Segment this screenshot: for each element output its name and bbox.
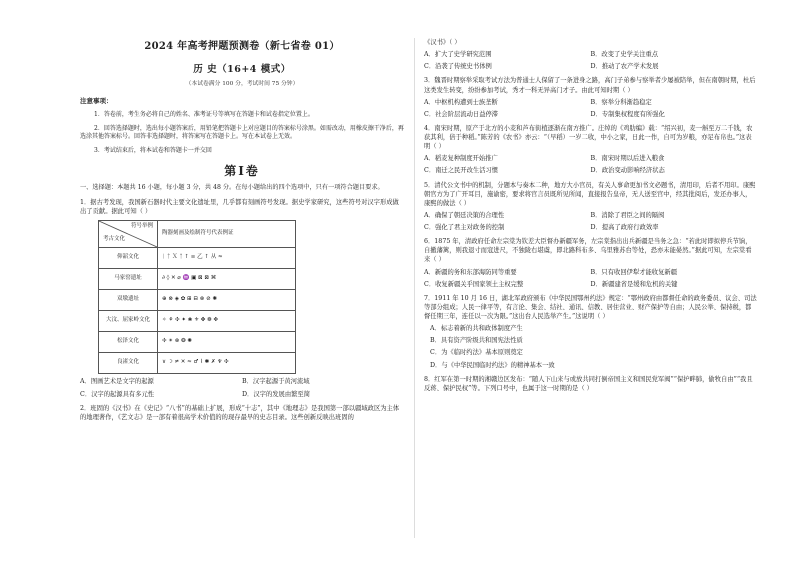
option-c: C．收复新疆关乎国家领土主权完整 xyxy=(424,280,524,288)
question-stem: 4．南宋时期，原产于北方的小麦和芦布街植逐渐在南方推广。庄绰的《鸡肋编》载：“绍兴初，麦一斛至万二千钱，农获其利，倍于种稻。”陈芳的《农书》亦云：“（早稻）一岁二收，中小之家，日此一作，自可为岁粮，亦足布帛也。”这表明（ ） xyxy=(424,124,753,151)
options-row xyxy=(424,211,757,220)
question-stem: 1．据古考发现，我国新石器时代主要文化遗址里，几乎都有刻画符号发现。据史学家研究，这些符号对汉字形成做出了贡献。据此可知（ ） xyxy=(80,199,399,216)
notice-item: 1．答卷前，考生务必将自己的姓名、准考证号等填写在答题卡和试卷指定位置上。 xyxy=(94,111,314,119)
question-7 xyxy=(424,294,757,370)
table-corner-cell xyxy=(99,221,158,248)
option-c: C．南迁之民开改生活习惯 xyxy=(424,167,499,175)
options-row xyxy=(424,50,757,59)
option-a: A．确保了朝廷决策的合理性 xyxy=(424,211,505,219)
option-a: A．稻麦复种制度开始推广 xyxy=(424,155,498,163)
table-row xyxy=(99,353,296,374)
glyph-cell: ✢ ✴ ⊛ ❂ ✺ xyxy=(158,332,296,353)
left-column xyxy=(80,38,404,422)
question-1 xyxy=(80,198,404,399)
culture-name: 松泽文化 xyxy=(99,332,158,353)
question-2-continued xyxy=(424,38,757,71)
culture-name: 马家窑遗址 xyxy=(99,269,158,290)
question-3 xyxy=(424,76,757,119)
option-d: D．汉字的发展由繁至简 xyxy=(242,390,311,398)
table-row xyxy=(99,248,296,269)
option-b: B．改变了史学关注重点 xyxy=(590,51,659,59)
column-divider xyxy=(414,38,415,538)
option-d: D．专制集权程度有所强化 xyxy=(590,110,665,118)
header-symbols: 符号举例 xyxy=(130,223,153,230)
exam-title: 2024 年高考押题预测卷（新七省卷 01） xyxy=(144,41,340,52)
culture-name: 大汶、屈家岭文化 xyxy=(99,311,158,332)
question-6 xyxy=(424,237,757,289)
question-8 xyxy=(424,375,757,393)
culture-name: 仰韶文化 xyxy=(99,248,158,269)
option-c: C．社会阶层流动日益停滞 xyxy=(424,110,499,118)
options-row xyxy=(424,110,757,119)
option-d: D．提高了政府行政效率 xyxy=(590,224,659,231)
section-instructions: 一、选择题：本题共 16 小题，每小题 3 分，共 48 分。在每小题给出的四个选项中，只有一项符合题目要求。 xyxy=(80,184,384,192)
question-stem: 8．红军在第一时期的湘赣边区发布：“随人下山来与或放共同打倒帝国主义和国民党军阀”“保护畔肺，偷牧自由”“我且反蒋、保护民权”等。下列口号中，也属于这一时期的是（ ） xyxy=(424,375,753,392)
symbol-table xyxy=(98,220,296,374)
glyph-cell: ∨ ☽ ≠ ✕ ≈ ♂ ⌇ ✱ ✗ ♆ ✣ xyxy=(158,353,296,374)
table-row xyxy=(99,269,296,290)
question-stem: 2．班固的《汉书》在《史记》“八书”的基础上扩展，形成“十志”，其中《地理志》是我国第一部以疆域政区为主体的地理著作，《艺文志》是一部有着很高学术价值的的现存最早的史志目录。这些创新反映出班固的 xyxy=(80,404,400,421)
table-row xyxy=(99,290,296,311)
option-b: B．具有资产阶级共和国宪法性质 xyxy=(430,337,523,345)
notice-block xyxy=(80,97,404,156)
option-b: B．消除了君臣之间的隔阂 xyxy=(590,211,665,219)
culture-name: 双墩遗址 xyxy=(99,290,158,311)
option-b: B．只有收回伊犁才能收复新疆 xyxy=(590,268,677,276)
options-row xyxy=(80,390,404,399)
option-d: D．推动了农产学术发展 xyxy=(590,63,659,71)
options-row xyxy=(424,268,757,277)
right-column xyxy=(424,38,757,393)
options-row xyxy=(424,154,757,163)
option-a: A．图画艺术是文字的起源 xyxy=(80,378,154,386)
option-c: C．汉字的起源具有多元性 xyxy=(80,390,155,398)
culture-name: 良渚文化 xyxy=(99,353,158,374)
option-a: A．中枢机构遭到士族垄断 xyxy=(424,98,498,106)
volume-heading: 第Ⅰ卷 xyxy=(224,163,260,178)
header-examples: 陶器刻画及绘制符号代表例证 xyxy=(158,221,296,248)
option-c: C．强化了君主对政务的控制 xyxy=(424,224,505,231)
exam-note: （本试卷满分 100 分，考试时间 75 分钟） xyxy=(185,81,299,88)
table-row xyxy=(99,311,296,332)
option-b: B．南宋时期以后进入粮食 xyxy=(590,155,665,163)
option-d: D．与《中华民国临时约法》的精神基本一致 xyxy=(430,361,555,369)
options-row xyxy=(424,280,757,289)
notice-item: 2．回答选择题时，选出每小题答案后，用铅笔把答题卡上对应题目的答案标号涂黑。如需改动，用橡皮擦干净后，再选涂其他答案标号。回答非选择题时，将答案写在答题卡上。写在本试卷上无效。 xyxy=(80,124,404,141)
options-row xyxy=(424,98,757,107)
option-a: A．扩大了史学研究范围 xyxy=(424,51,492,59)
option-c: C．为《临时约法》基本原则奠定 xyxy=(430,349,523,357)
glyph-cell: ∂ ◊ ✕ ⌀ ♒ ▣ ⊠ ⊠ ⌘ xyxy=(158,269,296,290)
notice-item: 3．考试结束后，将本试卷和答题卡一并交回 xyxy=(94,147,212,155)
options-row xyxy=(424,62,757,71)
option-d: D．政治变动影响经济状态 xyxy=(590,167,665,175)
question-stem: 6．1875 年，清政府任命左宗棠为钦差大臣督办新疆军务，左宗棠指出出兵新疆是当务之急：“若此时即拟停兵节饷，自撤藩篱，则我退寸而寇进尺，不独陇右堪虞，即北路科布多、乌里雅苏台等处，恐亦未能晏然。”据此可知，左宗棠看来（ ） xyxy=(424,238,752,264)
glyph-cell: ᛁ ᛏ Ｘ ᛏ ↑ ≡ 乙 ↑ 从 ≈ xyxy=(158,248,296,269)
option-c: C．沿袭了传统史书体例 xyxy=(424,63,492,71)
question-stem: 《汉书》（ ） xyxy=(424,39,461,46)
glyph-cell: ⊕ ⊗ ◈ ✿ ⊞ ⊟ ⊛ ⊘ ✺ xyxy=(158,290,296,311)
option-d: D．新疆建省是缓和危机的关键 xyxy=(590,280,678,288)
question-2 xyxy=(80,404,404,422)
options-row xyxy=(424,223,757,232)
option-a: A．新疆的务和东部海防同等重要 xyxy=(424,268,517,276)
notice-heading: 注意事项： xyxy=(80,96,113,105)
options-row xyxy=(80,377,404,386)
option-a: A．标志着新的共和政体制度产生 xyxy=(430,325,523,333)
question-stem: 5．清代公文书中的机制，分题本与奏本二种，地方大小官员，有关人事命更加书文必题书，清用印，后者不用印。康熙朝官方为了广开耳目，施谕密，要求将官言员既所见所闻，直接报告皇帝，无人送至官中，经其批阅后，发还办事人，康熙的做法（ ） xyxy=(424,181,756,207)
option-b: B．汉字起源于黄河流域 xyxy=(242,378,310,386)
options-row xyxy=(424,166,757,175)
table-row xyxy=(99,332,296,353)
question-4 xyxy=(424,124,757,176)
exam-subject: 历 史（16+4 模式） xyxy=(193,63,291,75)
option-b: B．察举分科渐趋稳定 xyxy=(590,98,652,106)
question-stem: 3．魏晋时期察举采取考试方法为普通士人保留了一条进身之路，高门子弟参与察举者少屡被陪举，但在南朝时期，杜后这类发生转变，纷纷参加考试，秀才一科无异高门才子。由此可知时期（ ） xyxy=(424,77,756,94)
glyph-cell: ✧ ⚘ ✣ ✦ ❀ ⚜ ✤ ❁ ✥ xyxy=(158,311,296,332)
question-stem: 7．1911 年 10 月 16 日，湖北军政府颁布《中华民国鄂州约法》规定：“鄂州政府由都督任命的政务委员、议会、司法等部分组成；人民一律平等，有言论、集会、结社、通讯、信教、居住营业、财产保护等自由；人民公举、保持税，都督任期三年，连任以一次为限。”这出台人民选举产生。”这说明（ ） xyxy=(424,294,757,320)
header-culture: 考古文化 xyxy=(103,236,126,243)
question-5 xyxy=(424,181,757,233)
